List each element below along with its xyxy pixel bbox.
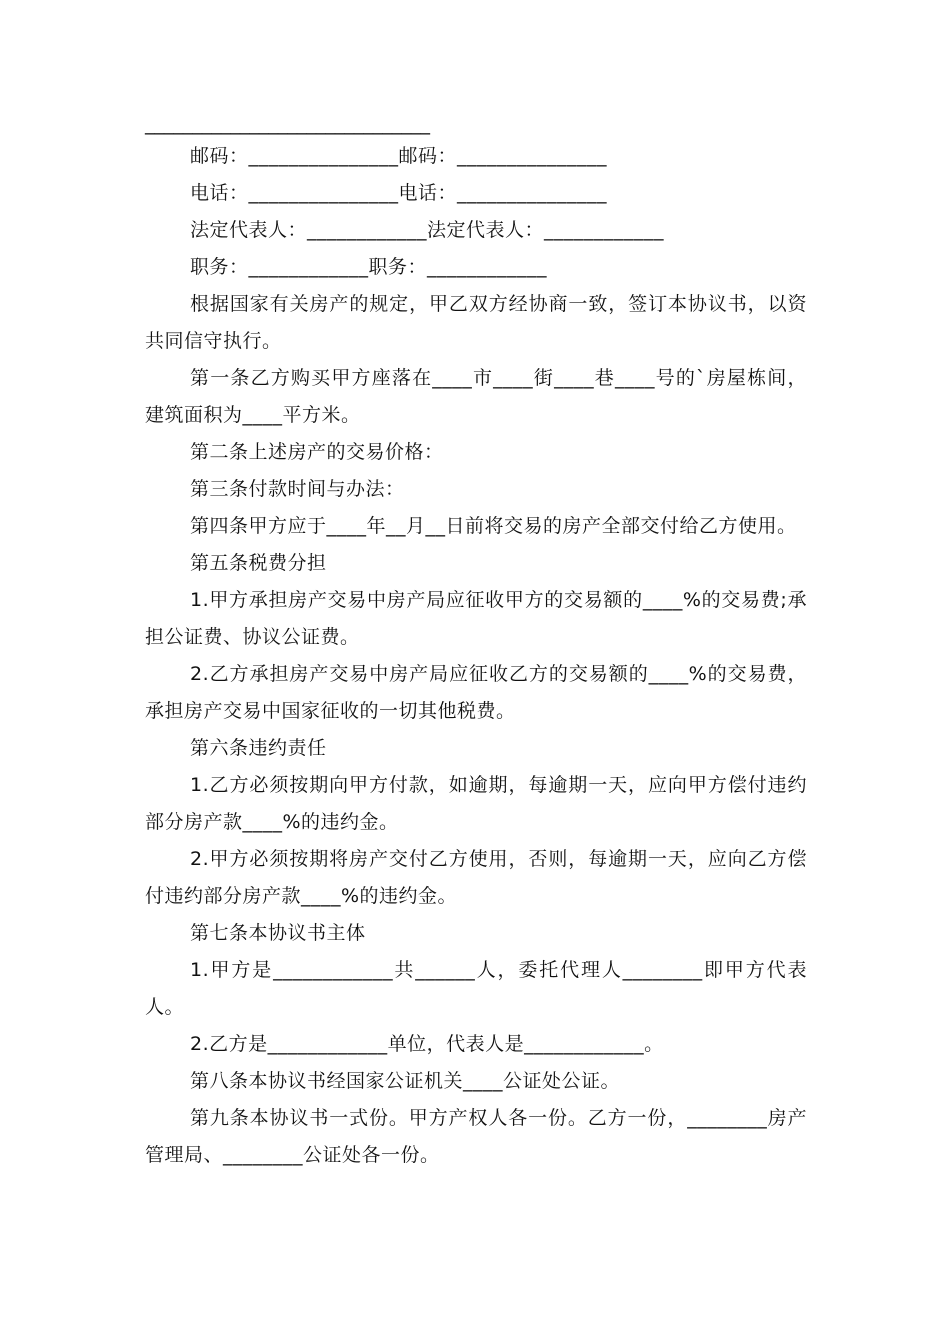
top-blank-line: ______________________________ (145, 113, 430, 135)
position-line: 职务：____________职务：____________ (190, 256, 548, 278)
article-5-item-1: 1.甲方承担房产交易中房产局应征收甲方的交易额的____%的交易费;承担公证费、协议公证费。 (145, 589, 807, 648)
article-7-item-2: 2.乙方是____________单位，代表人是____________。 (190, 1033, 664, 1055)
legal-rep-line: 法定代表人：____________法定代表人：____________ (190, 219, 665, 241)
postcode-line: 邮码：_______________邮码：_______________ (190, 145, 608, 167)
article-4: 第四条甲方应于____年__月__日前将交易的房产全部交付给乙方使用。 (190, 515, 797, 537)
article-6-item-1: 1.乙方必须按期向甲方付款，如逾期，每逾期一天，应向甲方偿付违约部分房产款____%的违约金。 (145, 774, 807, 833)
article-6-item-2: 2.甲方必须按期将房产交付乙方使用，否则，每逾期一天，应向乙方偿付违约部分房产款____%的违约金。 (145, 848, 807, 907)
article-1: 第一条乙方购买甲方座落在____市____街____巷____号的`房屋栋间，建筑面积为____平方米。 (145, 367, 807, 426)
article-5-heading: 第五条税费分担 (190, 552, 327, 574)
article-6-heading: 第六条违约责任 (190, 737, 327, 759)
article-7-heading: 第七条本协议书主体 (190, 922, 366, 944)
article-2: 第二条上述房产的交易价格： (190, 441, 444, 463)
phone-line: 电话：_______________电话：_______________ (190, 182, 608, 204)
article-5-item-2: 2.乙方承担房产交易中房产局应征收乙方的交易额的____%的交易费，承担房产交易中国家征收的一切其他税费。 (145, 663, 807, 722)
document-body (145, 110, 807, 1174)
article-3: 第三条付款时间与办法： (190, 478, 405, 500)
article-8: 第八条本协议书经国家公证机关____公证处公证。 (190, 1070, 621, 1092)
preamble-paragraph: 根据国家有关房产的规定，甲乙双方经协商一致，签订本协议书，以资共同信守执行。 (145, 293, 807, 352)
article-7-item-1: 1.甲方是____________共______人，委托代理人________即甲方代表人。 (145, 959, 807, 1018)
article-9: 第九条本协议书一式份。甲方产权人各一份。乙方一份，________房产管理局、________公证处各一份。 (145, 1107, 807, 1166)
